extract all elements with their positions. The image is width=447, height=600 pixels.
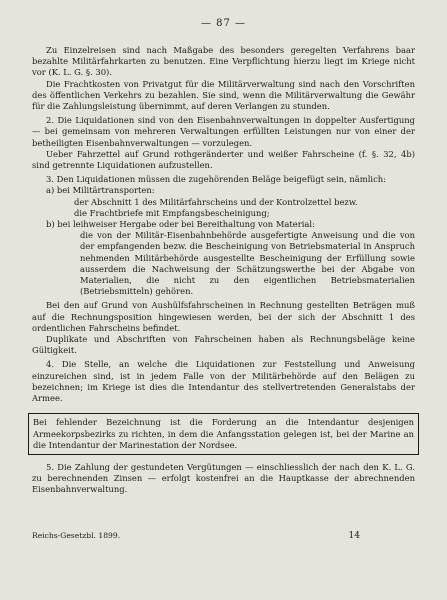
footer-sheet-number: 14: [348, 531, 360, 541]
boxed-insert: [28, 413, 419, 455]
page-number: — 87 —: [200, 18, 247, 29]
paragraph-fahrzettel: Ueber Fahrzettel auf Grund rothgeränderter und weißer Fahrscheine (f. §. 32, 4b) sind getrennte Liquidationen aufzustellen.: [32, 148, 415, 171]
list-item-a-line2: die Frachtbriefe mit Empfangsbescheinigung;: [74, 207, 270, 218]
paragraph-duplikate: Duplikate und Abschriften von Fahrscheinen haben als Rechnungsbeläge keine Gültigkeit.: [32, 334, 415, 356]
paragraph-4-stelle: 4. Die Stelle, an welche die Liquidationen zur Feststellung und Anweisung einzureichen sind, ist in jedem Falle von der Militärbehörde auf den Belägen zu bezeichnen; im Kriege ist dies die Intendantur des stellvertretenden Generalstabs der Armee.: [32, 359, 415, 404]
paragraph-3-belaege: 3. Den Liquidationen müssen die zugehörenden Beläge beigefügt sein, nämlich:: [46, 174, 386, 185]
list-item-a-heading: a) bei Militärtransporten:: [46, 185, 155, 196]
paragraph-5-zahlung: 5. Die Zahlung der gestundeten Vergütungen — einschliesslich der nach den K. L. G. zu berechnenden Zinsen — erfolgt kostenfrei an die Hauptkasse der abrechnenden Eisenbahnverwaltung.: [32, 461, 415, 495]
boxed-text: Bei fehlender Bezeichnung ist die Forderung an die Intendantur desjenigen Armeekorpsbezirks zu richten, in dem die Anfangsstation gelegen ist, bei der Marine an die Intendantur der Marinestation der Nordsee.: [33, 417, 414, 450]
page-footer: [32, 531, 415, 541]
paragraph-einzelreisen: Zu Einzelreisen sind nach Maßgabe des besonders geregelten Verfahrens baar bezahlte Militärfahrkarten zu benutzen. Eine Verpflichtung hierzu liegt im Kriege nicht vor (K. L. G. §. 30).: [32, 45, 415, 78]
list-item-b-heading: b) bei leihweiser Hergabe oder bei Bereithaltung von Material:: [46, 219, 315, 230]
list-item-a-line1: der Abschnitt 1 des Militärfahrscheins und der Kontrolzettel bezw.: [74, 196, 358, 207]
paragraph-frachtkosten: Die Frachtkosten von Privatgut für die Militärverwaltung sind nach den Vorschriften des öffentlichen Verkehrs zu bezahlen. Sie sind, wenn die Militärverwaltung die Gewähr für die Zahlungsleistung übernimmt, auf deren Verlangen zu stunden.: [32, 78, 415, 112]
paragraph-2-liquidationen: 2. Die Liquidationen sind von den Eisenbahnverwaltungen in doppelter Ausfertigung — bei gemeinsam von mehreren Verwaltungen erfüllten Leistungen nur von einer der betheiligten Eisenbahnverwaltungen — vorzulegen.: [32, 115, 415, 148]
footer-publication: Reichs-Gesetzbl. 1899.: [32, 531, 121, 540]
paragraph-aushuelfsfahrscheine: Bei den auf Grund von Aushülfsfahrscheinen in Rechnung gestellten Beträgen muß auf die Rechnungsposition hingewiesen werden, bei der sich der Abschnitt 1 des ordentlichen Fahrscheins befindet.: [32, 300, 415, 333]
list-item-b-body: die von der Militär-Eisenbahnbehörde ausgefertigte Anweisung und die von der empfangenden bezw. die Bescheinigung von Betriebsmaterial in Anspruch nehmenden Militärbehörde ausgestellte Bescheinigung der Erfüllung sowie ausserdem die Nachweisung der Schätzungswerthe bei der Abgabe von Materialien, die nicht zu den eigentlichen Betriebsmaterialien (Betriebsmitteln) gehören.: [80, 230, 415, 297]
